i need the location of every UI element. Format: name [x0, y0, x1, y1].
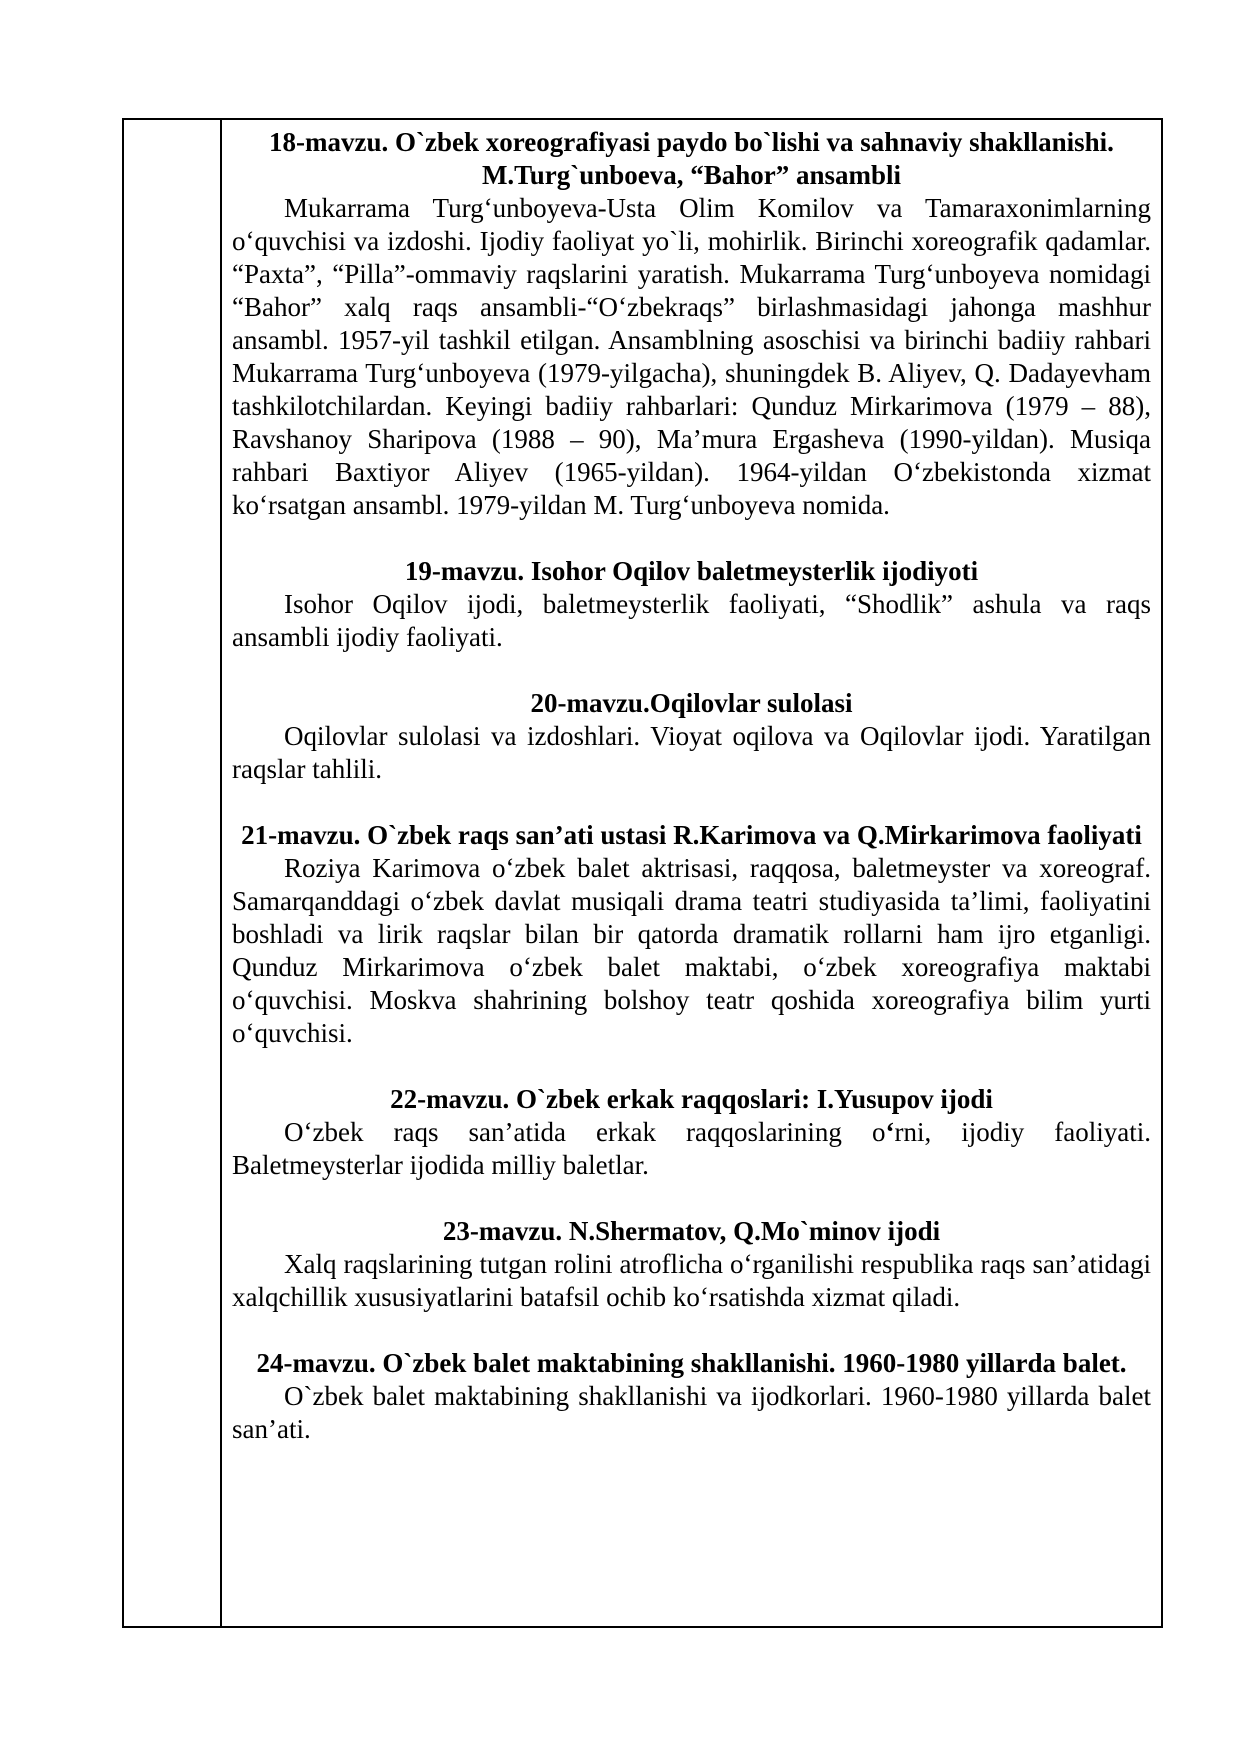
topics-table — [122, 118, 1163, 1628]
table-content-cell — [222, 120, 1161, 1626]
topic-section-18 — [232, 126, 1151, 522]
topic-section-19 — [232, 555, 1151, 654]
topic-section-21 — [232, 819, 1151, 1050]
topic-19-heading: 19-mavzu. Isohor Oqilov baletmeysterlik ijodiyoti — [404, 556, 979, 586]
topic-22-body-pre: O‘zbek raqs san’atida erkak raqqoslarining o — [284, 1117, 886, 1147]
topic-23-body: Xalq raqslarining tutgan rolini atroflicha o‘rganilishi respublika raqs san’atidagi xalqchillik xususiyatlarini batafsil ochib ko‘rsatishda xizmat qiladi. — [232, 1249, 1151, 1312]
topic-22-body-bold-apostrophe: ‘ — [885, 1117, 895, 1147]
topic-20-heading: 20-mavzu.Oqilovlar sulolasi — [530, 688, 853, 718]
topic-22-body — [232, 1116, 1151, 1182]
topic-24-body: O`zbek balet maktabining shakllanishi va ijodkorlari. 1960-1980 yillarda balet san’ati. — [232, 1381, 1151, 1444]
topic-section-24 — [232, 1347, 1151, 1446]
topic-23-heading: 23-mavzu. N.Shermatov, Q.Mo`minov ijodi — [442, 1216, 941, 1246]
table-left-empty-cell — [124, 120, 222, 1626]
topic-22-heading: 22-mavzu. O`zbek erkak raqqoslari: I.Yusupov ijodi — [390, 1084, 993, 1114]
topic-21-heading: 21-mavzu. O`zbek raqs san’ati ustasi R.Karimova va Q.Mirkarimova faoliyati — [241, 820, 1142, 850]
topic-24-heading: 24-mavzu. O`zbek balet maktabining shakllanishi. 1960-1980 yillarda balet. — [256, 1348, 1127, 1378]
topic-21-body: Roziya Karimova o‘zbek balet aktrisasi, raqqosa, baletmeyster va xoreograf. Samarqanddagi o‘zbek davlat musiqali drama teatri studiyasida ta’limi, faoliyatini boshladi va lirik raqslar bilan bir qatorda dramatik rollarni ham ijro etganligi. Qunduz Mirkarimova o‘zbek balet maktabi, o‘zbek xoreografiya maktabi o‘quvchisi. Moskva shahrining bolshoy teatr qoshida xoreografiya bilim yurti o‘quvchisi. — [232, 853, 1151, 1048]
topic-18-body: Mukarrama Turg‘unboyeva-Usta Olim Komilov va Tamaraxonimlarning o‘quvchisi va izdoshi. Ijodiy faoliyat yo`li, mohirlik. Birinchi xoreografik qadamlar. “Paxta”, “Pilla”-ommaviy raqslarini yaratish. Mukarrama Turg‘unboyeva nomidagi “Bahor” xalq raqs ansambli-“O‘zbekraqs” birlashmasidagi jahonga mashhur ansambl. 1957-yil tashkil etilgan. Ansamblning asoschisi va birinchi badiiy rahbari Mukarrama Turg‘unboyeva (1979-yilgacha), shuningdek B. Aliyev, Q. Dadayevham tashkilotchilardan. Keyingi badiiy rahbarlari: Qunduz Mirkarimova (1979 – 88), Ravshanoy Sharipova (1988 – 90), Ma’mura Ergasheva (1990-yildan). Musiqa rahbari Baxtiyor Aliyev (1965-yildan). 1964-yildan O‘zbekistonda xizmat ko‘rsatgan ansambl. 1979-yildan M. Turg‘unboyeva nomida. — [232, 193, 1151, 520]
topic-section-22 — [232, 1083, 1151, 1182]
topic-section-20 — [232, 687, 1151, 786]
topic-18-heading: 18-mavzu. O`zbek xoreografiyasi paydo bo`lishi va sahnaviy shakllanishi. M.Turg`unboeva, “Bahor” ansambli — [269, 127, 1114, 190]
topic-22-body-post: rni, ijodiy faoliyati. Baletmeysterlar ijodida milliy baletlar. — [232, 1117, 1151, 1180]
topic-19-body: Isohor Oqilov ijodi, baletmeysterlik faoliyati, “Shodlik” ashula va raqs ansambli ijodiy faoliyati. — [232, 589, 1151, 652]
topic-section-23 — [232, 1215, 1151, 1314]
topic-20-body: Oqilovlar sulolasi va izdoshlari. Vioyat oqilova va Oqilovlar ijodi. Yaratilgan raqslar tahlili. — [232, 721, 1151, 784]
